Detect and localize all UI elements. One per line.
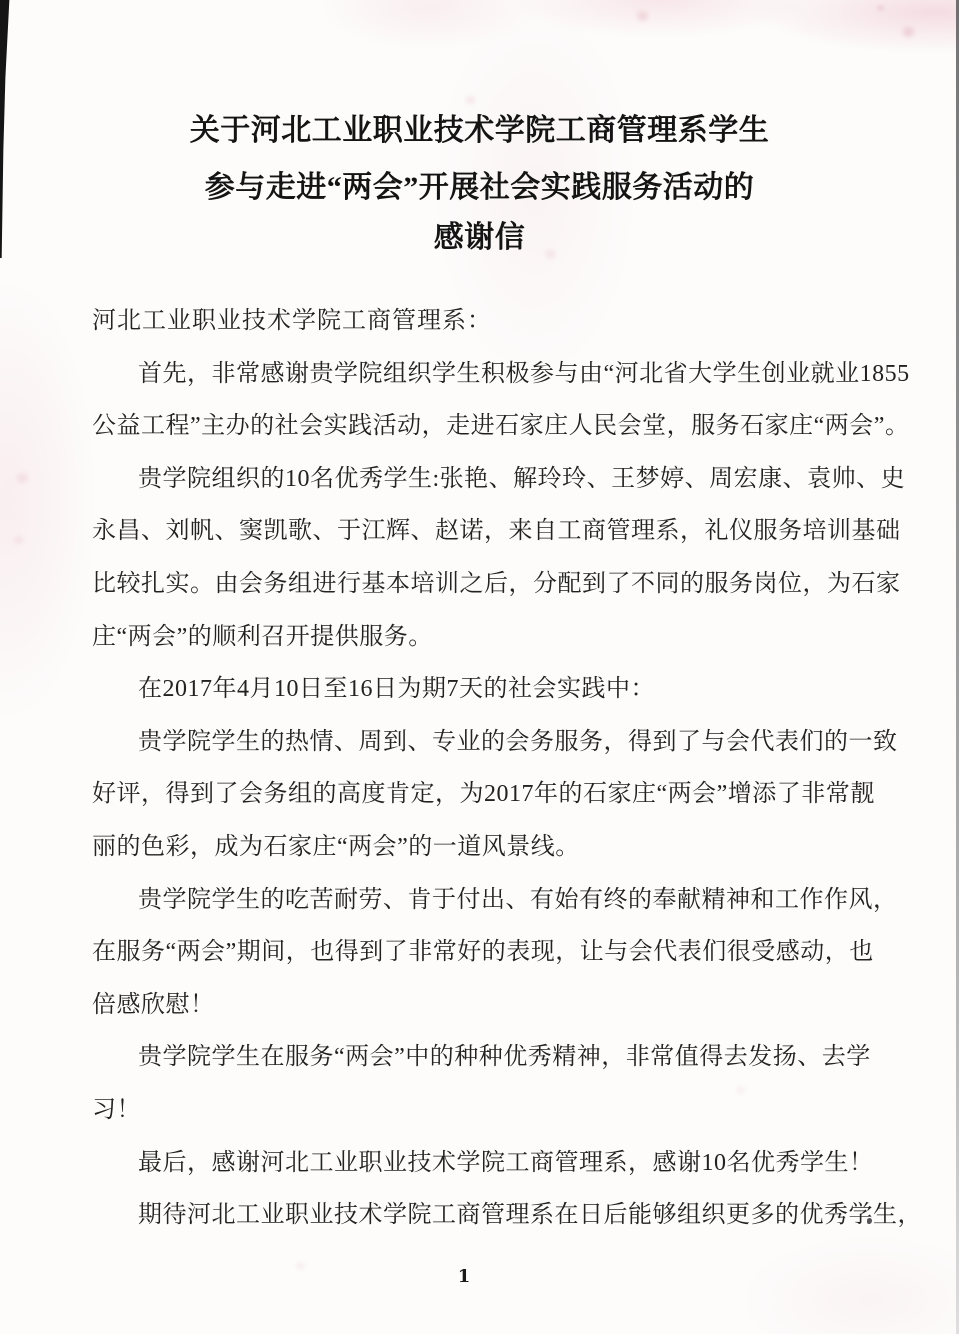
text-line: 好评，得到了会务组的高度肯定，为2017年的石家庄“两会”增添了非常靓 [92, 781, 875, 808]
text-line: 丽的色彩，成为石家庄“两会”的一道风景线。 [92, 833, 580, 860]
scan-pink-smudges [878, 6, 883, 10]
letter-body [92, 295, 922, 1242]
text-line: 首先，非常感谢贵学院组织学生积极参与由“河北省大学生创业就业1855 [138, 360, 910, 387]
letter-title [0, 102, 959, 260]
text-line: 在2017年4月10日至16日为期7天的社会实践中： [138, 676, 655, 703]
text-line: 习！ [92, 1096, 141, 1123]
text-line: 贵学院学生在服务“两会”中的种种优秀精神，非常值得去发扬、去学 [138, 1044, 871, 1071]
title-line: 感谢信 [433, 221, 526, 254]
text-line: 贵学院组织的10名优秀学生:张艳、解玲玲、王梦婷、周宏康、袁帅、史 [138, 465, 906, 492]
body-lines [92, 348, 922, 1242]
page-number: 1 [457, 1266, 471, 1287]
text-line: 在服务“两会”期间，也得到了非常好的表现，让与会代表们很受感动，也 [92, 939, 874, 966]
text-line: 贵学院学生的吃苦耐劳、肯于付出、有始有终的奉献精神和工作作风， [138, 886, 898, 913]
text-line: 贵学院学生的热情、周到、专业的会务服务，得到了与会代表们的一致 [138, 728, 898, 755]
text-line: 公益工程”主办的社会实践活动，走进石家庄人民会堂，服务石家庄“两会”。 [92, 413, 910, 440]
text-line: 倍感欣慰！ [92, 991, 215, 1018]
salutation: 河北工业职业技术学院工商管理系： [92, 308, 492, 334]
text-line: 永昌、刘帆、窦凯歌、于江辉、赵诺，来自工商管理系，礼仪服务培训基础 [92, 518, 901, 545]
text-line: 比较扎实。由会务组进行基本培训之后，分配到了不同的服务岗位，为石家 [92, 570, 901, 597]
title-line: 关于河北工业职业技术学院工商管理系学生 [189, 114, 770, 147]
text-line: 期待河北工业职业技术学院工商管理系在日后能够组织更多的优秀学生， [138, 1202, 922, 1229]
title-line: 参与走进“两会”开展社会实践服务活动的 [204, 171, 755, 204]
text-line: 庄“两会”的顺利召开提供服务。 [92, 623, 433, 650]
text-line: 最后，感谢河北工业职业技术学院工商管理系，感谢10名优秀学生！ [138, 1149, 874, 1176]
